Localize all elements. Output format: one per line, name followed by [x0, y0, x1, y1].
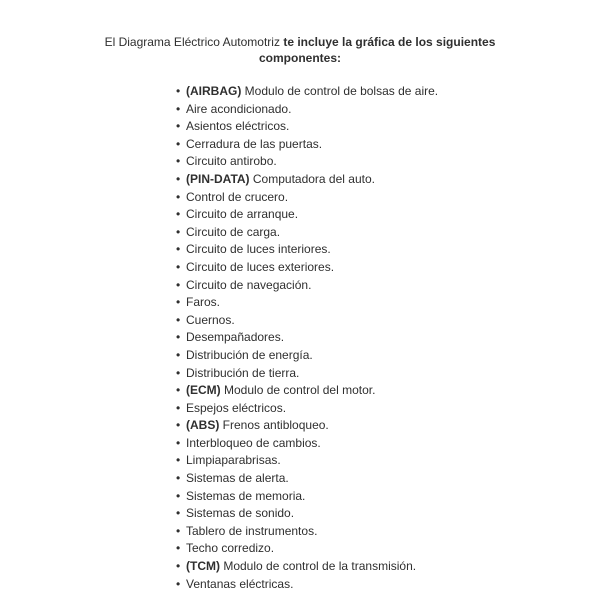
item-text: Circuito antirobo.: [186, 154, 277, 169]
item-text: Circuito de navegación.: [186, 277, 312, 292]
item-text: Cerradura de las puertas.: [186, 136, 323, 151]
title-bold-text-line1: te incluye la gráfica de los siguientes: [283, 35, 496, 49]
item-text: Sistemas de alerta.: [186, 471, 289, 486]
list-item: [186, 523, 438, 541]
list-item: [186, 347, 438, 365]
list-item: [186, 400, 438, 418]
item-text: Sistemas de memoria.: [186, 488, 306, 503]
list-item: [186, 241, 438, 259]
item-text: Espejos eléctricos.: [186, 400, 287, 415]
list-item: [186, 294, 438, 312]
list-item: [186, 365, 438, 383]
list-item: [186, 277, 438, 295]
list-item: [186, 118, 438, 136]
list-item: [186, 470, 438, 488]
list-item: [186, 505, 438, 523]
list-item: [186, 153, 438, 171]
item-text: Circuito de carga.: [186, 224, 281, 239]
item-text: Modulo de control de bolsas de aire.: [244, 84, 439, 98]
item-text: Computadora del auto.: [252, 171, 375, 186]
list-item: [186, 488, 438, 506]
page-title: [60, 34, 540, 66]
component-list: [186, 83, 438, 593]
list-item: [186, 224, 438, 242]
item-text: Sistemas de sonido.: [186, 506, 295, 521]
list-item: [186, 540, 438, 558]
item-text: Frenos antibloqueo.: [222, 418, 329, 433]
item-text: Ventanas eléctricas.: [186, 576, 294, 591]
item-text: Modulo de control del motor.: [224, 383, 376, 398]
item-text: Distribución de energía.: [186, 347, 313, 362]
list-item: [186, 101, 438, 119]
item-bold-label: (TCM): [186, 559, 220, 574]
item-text: Distribución de tierra.: [186, 365, 300, 380]
item-text: Desempañadores.: [186, 330, 285, 345]
item-text: Control de crucero.: [186, 189, 289, 204]
list-item: [186, 558, 438, 576]
title-regular-text: El Diagrama Eléctrico Automotriz: [104, 35, 280, 49]
item-bold-label: (ECM): [186, 383, 221, 398]
item-bold-label: (ABS): [186, 418, 220, 433]
item-text: Tablero de instrumentos.: [186, 523, 318, 538]
title-bold-text-line2: componentes:: [258, 51, 341, 65]
list-item: [186, 417, 438, 435]
list-item: [186, 312, 438, 330]
list-item: [186, 452, 438, 470]
item-text: Interbloqueo de cambios.: [186, 435, 321, 450]
list-item: [186, 382, 438, 400]
item-text: Circuito de luces exteriores.: [186, 259, 335, 274]
list-item: [186, 206, 438, 224]
list-item: [186, 83, 438, 101]
list-item: [186, 136, 438, 154]
list-item: [186, 171, 438, 189]
list-item: [186, 189, 438, 207]
item-bold-label: (PIN-DATA): [186, 171, 250, 186]
item-text: Aire acondicionado.: [186, 101, 292, 116]
list-item: [186, 435, 438, 453]
item-text: Techo corredizo.: [186, 541, 275, 556]
item-text: Faros.: [186, 295, 221, 310]
list-item: [186, 259, 438, 277]
item-text: Cuernos.: [186, 312, 235, 327]
item-text: Limpiaparabrisas.: [186, 453, 281, 468]
item-text: Asientos eléctricos.: [186, 119, 290, 134]
list-item: [186, 329, 438, 347]
item-text: Modulo de control de la transmisión.: [223, 559, 417, 574]
list-item: [186, 576, 438, 594]
item-text: Circuito de luces interiores.: [186, 242, 331, 257]
item-text: Circuito de arranque.: [186, 207, 299, 222]
item-bold-label: (AIRBAG): [186, 84, 242, 98]
